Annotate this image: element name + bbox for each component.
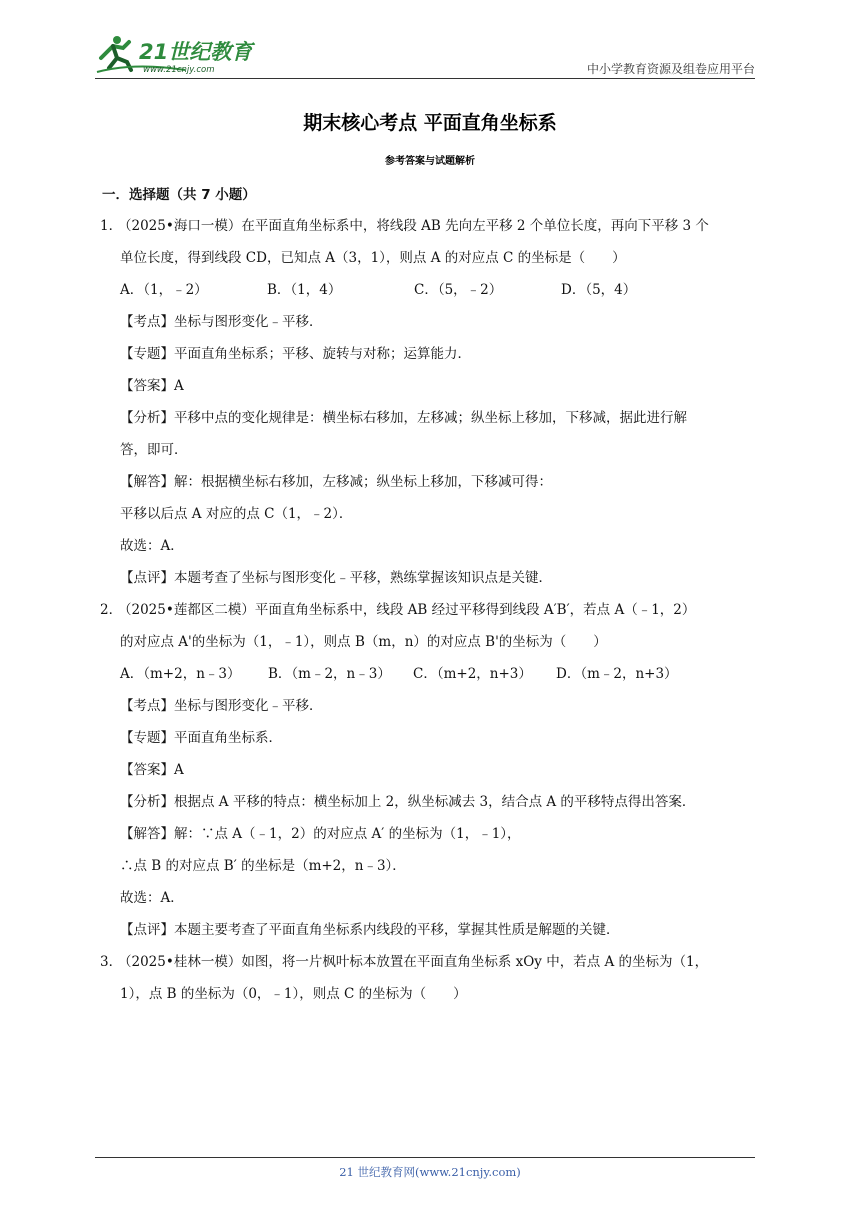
option-b: B．（1，4） [267,282,342,298]
question-2 [100,594,765,946]
options-row [100,658,765,690]
option-c: C．（5，﹣2） [414,282,503,298]
document-body [100,180,765,1010]
logo-mark-icon [95,32,265,76]
fenxi-cont: 答，即可． [120,442,188,458]
question-number: 1． [100,218,123,234]
option-c: C．（m+2，n+3） [413,666,532,682]
jieda-choice: 故选：A． [120,538,184,554]
jieda-line: ∴点 B 的对应点 B′ 的坐标是（m+2，n﹣3）． [120,858,406,874]
option-d: D．（m﹣2，n+3） [556,666,678,682]
dianping: 【点评】本题主要考查了平面直角坐标系内线段的平移，掌握其性质是解题的关键． [120,922,620,938]
question-stem: 1．（2025•海口一模）在平面直角坐标系中，将线段 AB 先向左平移 2 个单位长度，再向下平移 3 个 [100,210,765,242]
answer: 【答案】A [120,762,184,778]
fenxi: 【分析】根据点 A 平移的特点：横坐标加上 2，纵坐标减去 3，结合点 A 的平移特点得出答案． [120,794,696,810]
zhuanti: 【专题】平面直角坐标系；平移、旋转与对称；运算能力． [120,346,471,362]
section-heading: 一．选择题（共 7 小题） [102,187,256,203]
question-stem: 2．（2025•莲都区二模）平面直角坐标系中，线段 AB 经过平移得到线段 A′B′，若点 A（﹣1，2） [100,594,765,626]
question-stem-cont: 1），点 B 的坐标为（0，﹣1），则点 C 的坐标为（ ） [120,986,467,1002]
question-1 [100,210,765,594]
logo [95,32,265,76]
page-subtitle: 参考答案与试题解析 [385,156,475,167]
question-3 [100,946,765,1010]
dianping: 【点评】本题考查了坐标与图形变化﹣平移，熟练掌握该知识点是关键． [120,570,552,586]
option-d: D．（5，4） [561,282,637,298]
question-stem: 3．（2025•桂林一模）如图，将一片枫叶标本放置在平面直角坐标系 xOy 中，若点 A 的坐标为（1， [100,946,765,978]
svg-text:www.21cnjy.com: www.21cnjy.com [143,65,215,75]
kaodian: 【考点】坐标与图形变化﹣平移． [120,314,323,330]
zhuanti: 【专题】平面直角坐标系． [120,730,282,746]
option-b: B．（m﹣2，n﹣3） [268,666,391,682]
option-a: A．（1，﹣2） [120,282,208,298]
footer-divider [95,1157,755,1158]
jieda: 【解答】解：根据横坐标右移加，左移减；纵坐标上移加，下移减可得： [120,474,552,490]
options-row [100,274,765,306]
option-a: A．（m+2，n﹣3） [120,666,241,682]
question-number: 3． [100,954,123,970]
page-title: 期末核心考点 平面直角坐标系 [303,112,557,134]
answer: 【答案】A [120,378,184,394]
footer-link[interactable]: 21 世纪教育网(www.21cnjy.com) [339,1165,521,1179]
jieda-line: 平移以后点 A 对应的点 C（1，﹣2）． [120,506,353,522]
fenxi: 【分析】平移中点的变化规律是：横坐标右移加，左移减；纵坐标上移加，下移减，据此进行解 [120,410,687,426]
header-platform-text: 中小学教育资源及组卷应用平台 [586,62,755,76]
jieda-choice: 故选：A． [120,890,184,906]
svg-text:21世纪教育: 21世纪教育 [139,40,253,64]
question-stem-cont: 单位长度，得到线段 CD，已知点 A（3，1），则点 A 的对应点 C 的坐标是（ ） [120,250,626,266]
page-header [95,32,755,80]
question-stem-cont: 的对应点 A'的坐标为（1，﹣1），则点 B（m，n）的对应点 B'的坐标为（ ） [120,634,607,650]
question-number: 2． [100,602,123,618]
header-divider [95,78,755,79]
jieda: 【解答】解：∵点 A（﹣1，2）的对应点 A′ 的坐标为（1，﹣1）， [120,826,521,842]
kaodian: 【考点】坐标与图形变化﹣平移． [120,698,323,714]
